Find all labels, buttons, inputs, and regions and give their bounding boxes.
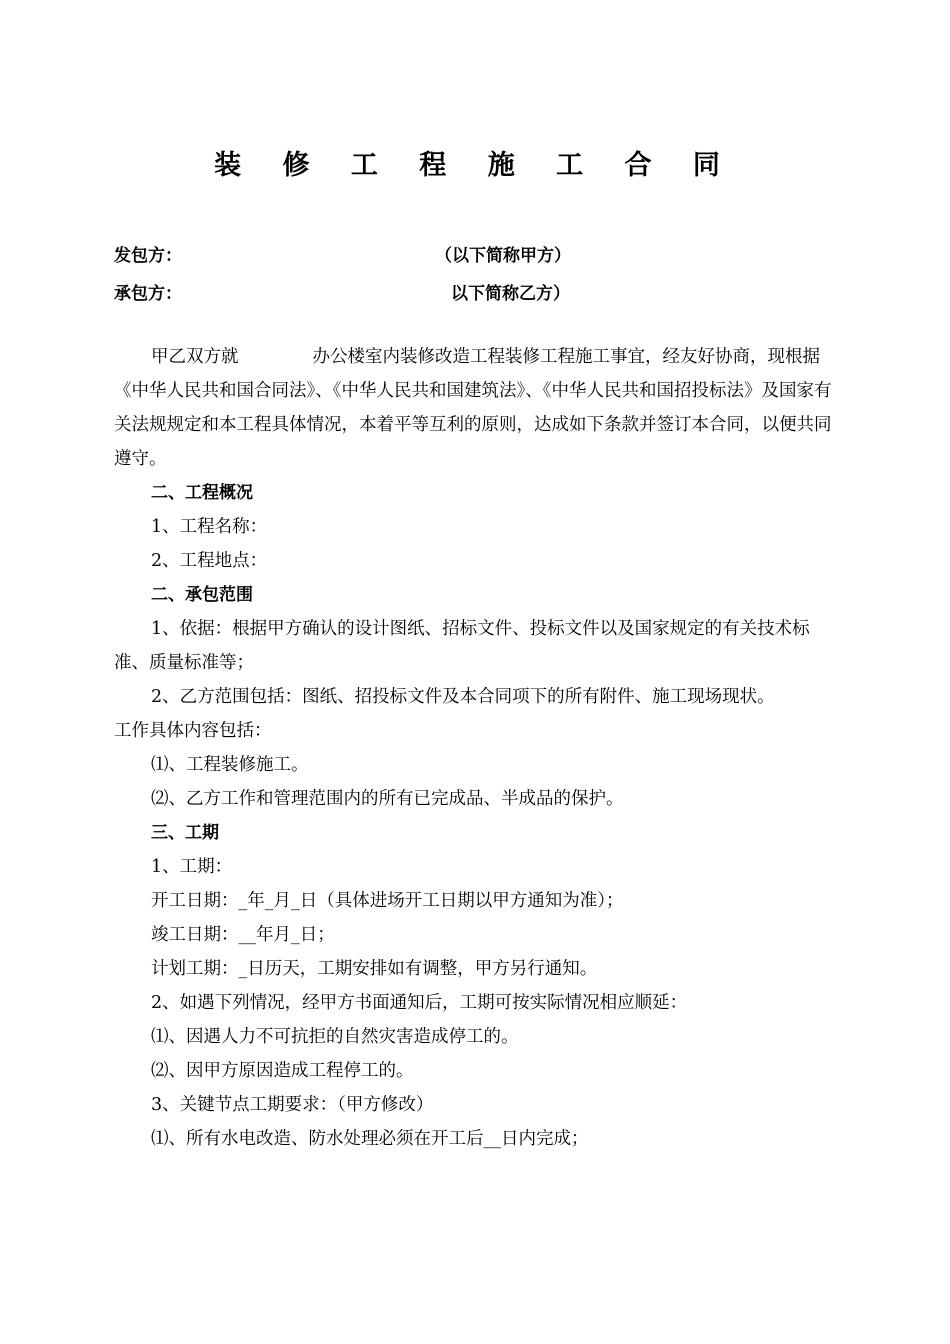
scope-range-continued: 工作具体内容包括：: [114, 721, 272, 741]
intro-paragraph: [114, 340, 838, 476]
intro-rest: 办公楼室内装修改造工程装修工程施工事宜，经友好协商，现根据《中华人民共和国合同法》、《中华人民共和国建筑法》、《中华人民共和国招投标法》及国家有关法规规定和本工程具体情况，本着平等互利的原则，达成如下条款并签订本合同，以便共同遵守。: [114, 347, 832, 469]
contractor-label: 承包方：: [114, 284, 182, 304]
section-heading-schedule: 三、工期: [151, 823, 219, 843]
contractor-note: 以下简称乙方）: [451, 284, 570, 304]
scope-sub-item-1: ⑴、工程装修施工。: [151, 755, 309, 775]
employer-label: 发包方：: [114, 246, 182, 266]
schedule-item-1: 1、工期：: [151, 857, 233, 877]
section-heading-scope: 二、承包范围: [151, 585, 253, 605]
start-date-line: 开工日期：_年_月_日（具体进场开工日期以甲方通知为准）；: [151, 891, 624, 911]
delay-condition-1: ⑴、因遇人力不可抗拒的自然灾害造成停工的。: [151, 1027, 519, 1047]
scope-basis-item: 1、依据：根据甲方确认的设计图纸、招标文件、投标文件以及国家规定的有关技术标准、质量标准等；: [114, 619, 810, 673]
employer-note: （以下简称甲方）: [435, 246, 571, 266]
schedule-item-3: 3、关键节点工期要求：（甲方修改）: [151, 1095, 434, 1115]
scope-range-item: 2、乙方范围包括：图纸、招投标文件及本合同项下的所有附件、施工现场现状。: [151, 687, 775, 707]
finish-date-line: 竣工日期：__年月_日；: [151, 925, 335, 945]
project-name-item: 1、工程名称：: [151, 517, 268, 537]
contract-body: [114, 340, 838, 1156]
delay-condition-2: ⑵、因甲方原因造成工程停工的。: [151, 1061, 414, 1081]
schedule-item-2: 2、如遇下列情况，经甲方书面通知后，工期可按实际情况相应顺延：: [151, 993, 688, 1013]
scope-sub-item-2: ⑵、乙方工作和管理范围内的所有已完成品、半成品的保护。: [151, 789, 624, 809]
planned-duration-line: 计划工期：_日历天，工期安排如有调整，甲方另行通知。: [151, 959, 598, 979]
milestone-item-1: ⑴、所有水电改造、防水处理必须在开工后__日内完成；: [151, 1129, 589, 1149]
project-location-item: 2、工程地点：: [151, 551, 268, 571]
section-heading-overview: 二、工程概况: [151, 483, 253, 503]
contract-title: 装 修 工 程 施 工 合 同: [214, 150, 736, 181]
intro-lead: 甲乙双方就: [151, 347, 239, 367]
